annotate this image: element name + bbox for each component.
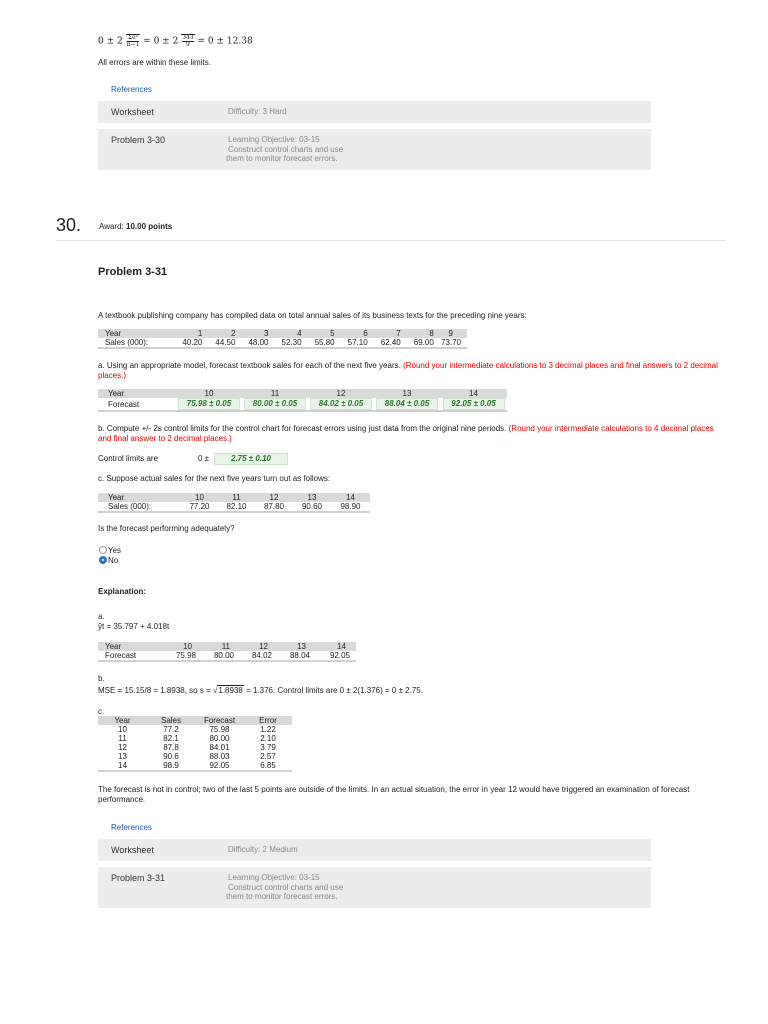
question-number: 30. <box>56 215 82 235</box>
reference-worksheet-row-top <box>98 101 651 123</box>
table-cell: 1.22 <box>260 725 276 734</box>
forecast-answer-field[interactable]: 92.05 ± 0.05 <box>443 398 505 410</box>
column-header: Sales <box>160 716 181 725</box>
forecast-answer-field[interactable]: 84.02 ± 0.05 <box>310 398 372 410</box>
reference-problem-row-top <box>98 129 651 170</box>
table-cell: 77.20 <box>189 502 210 511</box>
forecast-answer-field[interactable]: 80.00 ± 0.05 <box>244 398 306 410</box>
table-cell: 69.00 <box>413 338 434 347</box>
table-cell: 98.9 <box>163 761 179 770</box>
part-b-text: b. Compute +/- 2s control limits for the control chart for forecast errors using just data from the original nine periods. <box>98 424 507 433</box>
table-row <box>98 716 292 725</box>
table-cell: 11 <box>232 493 241 502</box>
table-cell: 90.60 <box>301 502 323 511</box>
table-row <box>98 502 370 512</box>
adequacy-question: Is the forecast performing adequately? <box>98 524 235 533</box>
mse-line <box>98 686 423 696</box>
row-label: Year <box>108 493 125 502</box>
formula-result: = 0 ± 12.38 <box>197 36 253 47</box>
table-row <box>98 338 467 348</box>
table-cell: 7 <box>396 329 401 338</box>
top-formula <box>98 34 253 48</box>
table-cell: 14 <box>469 389 478 398</box>
table-cell: 55.80 <box>314 338 335 347</box>
problem-intro: A textbook publishing company has compiled data on total annual sales of its business texts for the preceding nine years: <box>98 311 527 320</box>
control-limits-prefix: 0 ± <box>198 454 210 463</box>
row-label: Year <box>105 329 122 338</box>
table-cell: 12 <box>259 642 268 651</box>
formula-radical-2 <box>181 34 194 48</box>
actual-sales-table <box>98 493 370 513</box>
table-row <box>98 329 467 338</box>
table-row <box>98 389 507 398</box>
formula-mid: = 0 ± 2 <box>143 36 179 47</box>
table-cell: 11 <box>270 389 280 398</box>
sqrt-symbol: √ <box>212 686 218 695</box>
table-row <box>98 734 292 743</box>
table-cell: 73.70 <box>440 338 461 347</box>
error-table <box>98 716 292 772</box>
explanation-heading: Explanation: <box>98 587 147 596</box>
row-label: Forecast <box>105 651 137 660</box>
forecast-answer-table <box>98 389 507 412</box>
difficulty-text: Difficulty: 3 Hard <box>228 107 287 116</box>
objective-line-2: Construct control charts and use <box>228 144 344 154</box>
table-cell: 3 <box>264 329 269 338</box>
table-cell: 1 <box>197 329 203 338</box>
references-link-top[interactable]: References <box>111 85 152 94</box>
table-cell: 14 <box>346 493 355 502</box>
formula-denominator-2: 9 <box>182 41 193 48</box>
table-row <box>98 493 370 502</box>
objective-line-1: Learning Objective: 03-15 <box>228 135 320 144</box>
table-cell: 98.90 <box>340 502 361 511</box>
table-cell: 10 <box>204 389 214 398</box>
table-cell: 40.20 <box>182 338 203 347</box>
problem-label: Problem 3-31 <box>111 873 166 883</box>
objective-line-1: Learning Objective: 03-15 <box>228 873 320 882</box>
table-cell: 12 <box>118 743 127 752</box>
part-a-instruction: (Round your intermediate calculations to 3 decimal places and final answers to 2 decimal places.) <box>98 361 718 380</box>
table-cell: 4 <box>297 329 302 338</box>
formula-denominator: n−1 <box>126 41 140 48</box>
forecast-answer-field[interactable]: 75.98 ± 0.05 <box>178 398 240 410</box>
control-limits-answer-field[interactable]: 2.75 ± 0.10 <box>214 453 288 465</box>
sales-history-table <box>98 329 467 349</box>
worksheet-label: Worksheet <box>111 107 154 117</box>
mse-root: 1.8938 <box>218 686 243 695</box>
forecast-answer-field[interactable]: 88.04 ± 0.05 <box>376 398 438 410</box>
table-cell: 13 <box>307 493 317 502</box>
formula-lead: 0 ± 2 <box>98 36 123 47</box>
table-row <box>98 651 356 661</box>
table-cell: 82.1 <box>163 734 179 743</box>
formula-numerator-2: 343 <box>182 34 194 41</box>
award-value: 10.00 points <box>126 222 173 231</box>
explanation-b-label: b. <box>98 674 105 683</box>
table-cell: 10 <box>183 642 192 651</box>
table-cell: 44.50 <box>215 338 236 347</box>
part-a-text: a. Using an appropriate model, forecast textbook sales for each of the next five years. <box>98 361 401 370</box>
table-cell: 84.01 <box>209 743 230 752</box>
row-label: Sales (000): <box>105 338 149 347</box>
table-cell: 90.6 <box>163 752 179 761</box>
table-row <box>98 752 292 761</box>
part-c-question: c. Suppose actual sales for the next five years turn out as follows: <box>98 474 331 483</box>
table-cell: 88.03 <box>209 752 230 761</box>
radio-yes[interactable] <box>99 546 107 554</box>
table-cell: 2 <box>230 329 236 338</box>
table-cell: 6 <box>363 329 368 338</box>
table-cell: 75.98 <box>209 725 230 734</box>
table-cell: 14 <box>118 761 127 770</box>
mse-post: = 1.376. Control limits are 0 ± 2(1.376) = 0 ± 2.75. <box>246 686 423 695</box>
table-cell: 11 <box>118 734 127 743</box>
radio-yes-label: Yes <box>108 546 122 555</box>
objective-line-2: Construct control charts and use <box>228 882 344 892</box>
formula-numerator: Σe² <box>127 34 139 41</box>
table-row <box>98 725 292 734</box>
table-cell: 14 <box>337 642 346 651</box>
table-cell: 84.02 <box>251 651 272 660</box>
table-cell: 10 <box>195 493 204 502</box>
column-header: Error <box>259 716 277 725</box>
table-row <box>98 743 292 752</box>
table-cell: 57.10 <box>347 338 368 347</box>
regression-equation: ŷt = 35.797 + 4.018t <box>98 622 170 631</box>
table-cell: 48.00 <box>248 338 269 347</box>
table-cell: 92.05 <box>329 651 350 660</box>
worksheet-label: Worksheet <box>111 845 154 855</box>
table-row <box>98 761 292 771</box>
table-cell: 92.05 <box>209 761 230 770</box>
top-note: All errors are within these limits. <box>98 58 211 67</box>
row-label: Year <box>108 389 125 398</box>
table-cell: 75.98 <box>175 651 196 660</box>
table-cell: 6.85 <box>260 761 276 770</box>
table-cell: 52.30 <box>281 338 302 347</box>
table-cell: 62.40 <box>380 338 401 347</box>
table-cell: 8 <box>429 329 434 338</box>
formula-radical <box>126 34 141 48</box>
table-cell: 87.80 <box>263 502 285 511</box>
control-limits-label: Control limits are <box>98 454 159 463</box>
reference-problem-row-bottom <box>98 867 651 908</box>
table-cell: 5 <box>330 329 335 338</box>
table-cell: 80.00 <box>213 651 234 660</box>
part-b-instruction: (Round your intermediate calculations to 4 decimal places and final answer to 2 decimal places.) <box>98 424 714 443</box>
table-row <box>98 398 507 411</box>
reference-worksheet-row-bottom <box>98 839 651 861</box>
part-a-question <box>98 361 726 381</box>
table-cell: 12 <box>269 493 279 502</box>
problem-label: Problem 3-30 <box>111 135 166 145</box>
radio-no[interactable] <box>99 556 107 564</box>
table-cell: 13 <box>402 389 412 398</box>
table-cell: 80.00 <box>209 734 230 743</box>
column-header: Forecast <box>203 716 236 725</box>
objective-line-3: them to monitor forecast errors. <box>226 892 338 901</box>
table-cell: 77.2 <box>163 725 179 734</box>
problem-title: Problem 3-31 <box>98 266 168 278</box>
difficulty-text: Difficulty: 2 Medium <box>228 845 298 854</box>
radio-no-label: No <box>108 556 119 565</box>
table-cell: 3.79 <box>260 743 276 752</box>
mse-pre: MSE = 15.15/8 = 1.8938, so s = <box>98 686 211 695</box>
row-label: Forecast <box>108 399 140 409</box>
table-cell: 12 <box>336 389 346 398</box>
table-cell: 87.8 <box>163 743 179 752</box>
row-label: Year <box>105 642 122 651</box>
references-link-bottom[interactable]: References <box>111 823 152 832</box>
table-cell: 11 <box>221 642 230 651</box>
part-b-question <box>98 424 726 444</box>
objective-line-3: them to monitor forecast errors. <box>226 154 338 163</box>
award-prefix: Award: <box>99 222 124 231</box>
explanation-conclusion: The forecast is not in control; two of the last 5 points are outside of the limits. In an actual situation, the error in year 12 would have triggered an examination of forecast performance. <box>98 785 690 804</box>
explanation-forecast-table <box>98 642 356 662</box>
explanation-a-label: a. <box>98 612 105 621</box>
table-cell: 10 <box>118 725 127 734</box>
explanation-c-label: c. <box>98 707 105 716</box>
table-cell: 2.10 <box>260 734 276 743</box>
award-text <box>99 222 172 232</box>
table-cell: 88.04 <box>289 651 310 660</box>
table-cell: 13 <box>297 642 306 651</box>
table-cell: 2.57 <box>260 752 276 761</box>
question-divider <box>56 240 726 241</box>
table-row <box>98 642 356 651</box>
table-cell: 82.10 <box>226 502 247 511</box>
column-header: Year <box>114 716 131 725</box>
row-label: Sales (000): <box>108 502 152 511</box>
table-cell: 13 <box>118 752 127 761</box>
table-cell: 9 <box>448 329 453 338</box>
